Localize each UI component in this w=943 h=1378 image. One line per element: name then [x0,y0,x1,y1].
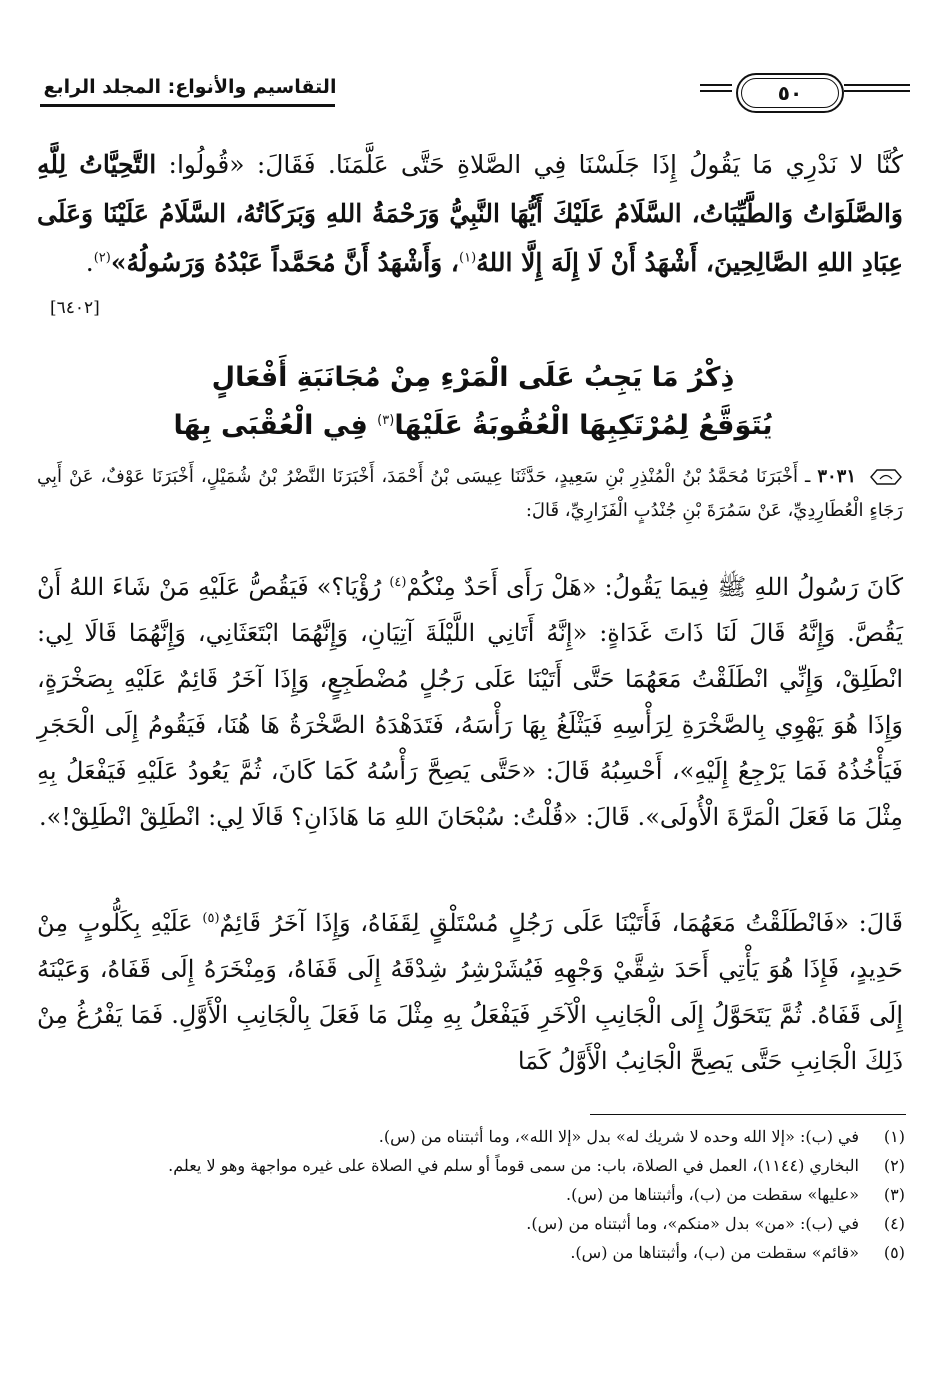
footnote-text: «عليها» سقطت من (ب)، وأثبتناها من (س). [566,1185,859,1204]
footnote-text: في (ب): «إلا الله وحده لا شريك له» بدل «إلا الله»، وما أثبتناه من (س). [378,1127,859,1146]
footnote-text: في (ب): «من» بدل «منكم»، وما أثبتناه من (س). [526,1214,859,1233]
hadith-p1-a: كَانَ رَسُولُ اللهِ ﷺ فِيمَا يَقُولُ: «هَلْ رَأَى أَحَدٌ مِنْكُمْ [406,573,903,601]
header-rule [40,104,335,107]
hadith-paragraph-2 [37,900,903,1084]
footnote-item [37,1211,905,1236]
running-title: التقاسيم والأنواع: المجلد الرابع [43,76,337,98]
chapter-heading-line-1: ذِكْرُ مَا يَجِبُ عَلَى الْمَرْءِ مِنْ مُجَانَبَةِ أَفْعَالٍ [211,362,735,393]
footnote-item [37,1124,905,1149]
intro-line-2: التَّحِيَّاتُ لِلَّهِ وَالصَّلَوَاتُ وَالطَّيِّبَاتُ، السَّلَامُ عَلَيْكَ أَيُّهَا النَّبِيُّ وَرَحْمَةُ اللهِ وَبَرَكَاتُهُ، [37,150,903,228]
hadith-isnad [37,460,903,528]
footnote-marker-2: (٢) [93,250,111,266]
hadith-ornament-icon [869,466,903,488]
footnote-marker-4: (٤) [389,575,407,590]
footnote-item [37,1153,905,1178]
header-ornament-lines-right [844,84,910,96]
intro-line-3: السَّلَامُ عَلَيْنَا وَعَلَى عِبَادِ اللهِ الصَّالِحِينَ، أَشْهَدُ أَنْ لَا إِلَهَ إِلَّا اللهُ [37,199,903,277]
footnote-marker-1: (١) [459,250,477,266]
intro-line-4: مُحَمَّداً عَبْدُهُ وَرَسُولُهُ» [110,248,336,277]
page-header [40,70,910,120]
page-number: ٥٠ [777,81,803,105]
page-number-frame [736,73,844,113]
footnote-item [37,1240,905,1265]
intro-period: . [85,248,94,277]
footnote-number: (٤) [883,1214,905,1233]
intro-paragraph [37,140,903,287]
hadith-reference-number: [٦٤٠٢] [50,298,100,318]
hadith-p2-b: عَلَيْهِ بِكَلُّوبٍ مِنْ حَدِيدٍ، فَإِذَا هُوَ يَأْتِي أَحَدَ شِقَّيْ وَجْهِهِ فَيُشَرْشِرُ شِدْقَهُ إِلَى قَفَاهُ، وَمِنْخَرَهُ إِلَى قَفَاهُ، وَعَيْنَهُ إِلَى قَفَاهُ. ثُمَّ يَتَحَوَّلُ إِلَى الْجَانِبِ الْآخَرِ فَيَفْعَلُ بِهِ مِثْلَ مَا فَعَلَ بِالْجَانِبِ الْأَوَّلِ. فَمَا يَفْرُغُ مِنْ ذَلِكَ الْجَانِبِ حَتَّى يَصِحَّ الْجَانِبُ الْأَوَّلُ كَمَا [37,909,903,1075]
header-ornament-lines-left [700,84,732,96]
chapter-heading-part-b: فِي الْعُقْبَى بِهَا [173,410,368,441]
footnote-number: (١) [883,1127,905,1146]
intro-line-3b: ، وَأَشْهَدُ أَنَّ [343,248,459,277]
isnad-text: ـ أَخْبَرَنَا مُحَمَّدُ بْنُ الْمُنْذِرِ بْنِ سَعِيدٍ، حَدَّثَنَا عِيسَى بْنُ أَحْمَدَ، أَخْبَرَنَا النَّضْرُ بْنُ شُمَيْلٍ، أَخْبَرَنَا عَوْفٌ، عَنْ أَبِي رَجَاءٍ الْعُطَارِدِيِّ، عَنْ سَمُرَةَ بْنِ جُنْدُبٍ الْفَزَارِيِّ، قَالَ: [37,466,903,521]
footnote-number: (٣) [883,1185,905,1204]
hadith-number: ٣٠٣١ [817,466,856,487]
footnote-item [37,1182,905,1207]
footnote-number: (٥) [883,1243,905,1262]
footnote-text: «قائم» سقطت من (ب)، وأثبتناها من (س). [570,1243,859,1262]
hadith-p1-b: رُؤْيَا؟» فَيَقُصُّ عَلَيْهِ مَنْ شَاءَ اللهُ أَنْ يَقُصَّ. وَإِنَّهُ قَالَ لَنَا ذَاتَ غَدَاةٍ: «إِنَّهُ أَتَانِي اللَّيْلَةَ آتِيَانِ، وَإِنَّهُمَا ابْتَعَثَانِي، وَإِنَّهُمَا قَالَا لِي: انْطَلِقْ، وَإِنِّي انْطَلَقْتُ مَعَهُمَا حَتَّى أَتَيْنَا عَلَى رَجُلٍ مُضْطَجِعٍ، وَإِذَا آخَرُ قَائِمٌ عَلَيْهِ بِصَخْرَةٍ، وَإِذَا هُوَ يَهْوِي بِالصَّخْرَةِ لِرَأْسِهِ فَيَثْلَغُ بِهَا رَأْسَهُ، فَتَدَهْدَهُ الصَّخْرَةُ هَا هُنَا، فَيَقُومُ إِلَى الْحَجَرِ فَيَأْخُذُهُ فَمَا يَرْجِعُ إِلَيْهِ»، أَحْسِبُهُ قَالَ: «حَتَّى يَصِحَّ رَأْسُهُ كَمَا كَانَ، ثُمَّ يَعُودُ عَلَيْهِ فَيَفْعَلُ بِهِ مِثْلَ مَا فَعَلَ الْمَرَّةَ الْأُولَى». قَالَ: «قُلْتُ: سُبْحَانَ اللهِ مَا هَاذَانِ؟ قَالَا لِي: انْطَلِقْ انْطَلِقْ!». [37,573,903,831]
hadith-p2-a: قَالَ: «فَانْطَلَقْتُ مَعَهُمَا، فَأَتَيْنَا عَلَى رَجُلٍ مُسْتَلْقٍ لِقَفَاهُ، وَإِذَا آخَرُ قَائِمٌ [219,909,903,937]
footnote-separator [590,1114,906,1115]
footnote-number: (٢) [883,1156,905,1175]
hadith-paragraph-1 [37,564,903,840]
chapter-heading-line-2 [40,410,906,441]
intro-line-1: كُنَّا لا نَدْرِي مَا يَقُولُ إِذَا جَلَسْنَا فِي الصَّلاةِ حَتَّى عَلَّمَنَا. فَقَالَ: «قُولُوا: [168,150,903,179]
chapter-heading-part-a: يُتَوَقَّعُ لِمُرْتَكِبِهَا الْعُقُوبَةُ عَلَيْهَا [394,410,773,441]
footnotes [37,1124,905,1269]
footnote-text: البخاري (١١٤٤)، العمل في الصلاة، باب: من سمى قوماً أو سلم في الصلاة على غيره مواجهة وهو لا يعلم. [168,1156,859,1175]
footnote-marker-3: (٣) [377,413,395,428]
footnote-marker-5: (٥) [202,911,220,926]
